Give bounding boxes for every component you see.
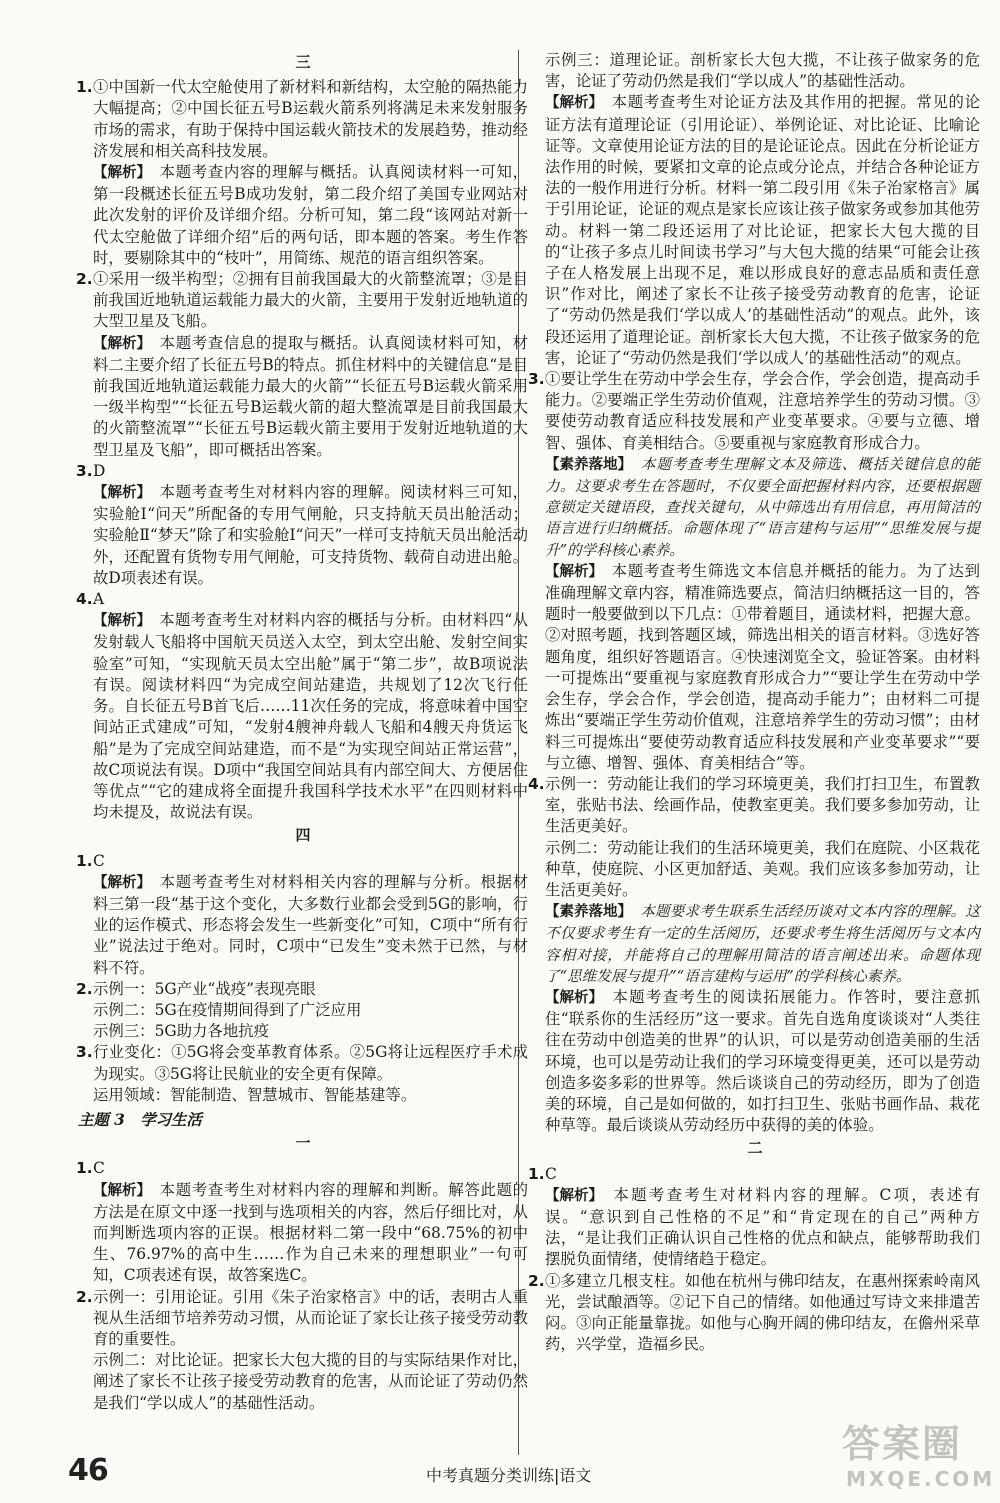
answer-item [530,774,980,838]
section-heading-2: 二 [747,1139,763,1158]
analysis-tag: 【解析】 [545,1187,603,1204]
answer-item [78,589,528,610]
analysis-tag: 【解析】 [93,485,151,502]
analysis-text: 本题考查信息的提取与概括。认真阅读材料可知，材料二主要介绍了长征五号B的特点。抓住材料中的关键信息“是目前我国近地轨道运载能力最大的火箭”“长征五号B运载火箭采用一级半构型”“长征五号B运载火箭的超大整流罩是目前我国最大的火箭整流罩”“长征五号B运载火箭主要用于发射近地轨道的大型卫星及飞船”，即可概括出答案。 [93,333,528,459]
analysis-tag: 【解析】 [93,165,151,182]
analysis-tag: 【解析】 [93,613,151,630]
analysis-text: 本题考查考生对论证方法及其作用的把握。常见的论证方法有道理论证（引用论证）、举例论证、对比论证、比喻论证等。文章使用论证方法的目的是论证论点。因此在分析论证方法作用的时候，要紧扣文章的论点或分论点，并结合各种论证方法的一般作用进行分析。材料一第二段引用《朱子治家格言》属于引用论证，论证的观点是家长应该让孩子做家务或参加其他劳动。材料一第二段还运用了对比论证，把家长大包大揽的目的“让孩子多点儿时间读书学习”与大包大揽的结果“可能会让孩子在人格发展上出现不足，难以形成良好的意志品质和责任意识”作对比，阐述了家长不让孩子接受劳动教育的危害，论证了“劳动仍然是我们‘学以成人’的基础性活动”的观点。此外，该段还运用了道理论证。剖析家长大包大揽，不让孩子做家务的危害，论证了“劳动仍然是我们‘学以成人’的基础性活动”的观点。 [545,93,980,367]
answer-item [78,1158,528,1179]
analysis-block [78,162,528,269]
page-number: 46 [68,1453,108,1488]
item-number: 3. [528,370,545,389]
answer-item [530,1164,980,1185]
item-number: 3. [76,461,93,480]
item-number: 1. [76,851,93,870]
right-column [530,50,980,1355]
analysis-text: 本题考查考生对材料内容的理解和判断。解答此题的方法是在原文中逐一找到与选项相关的内容，然后仔细比对，从而判断选项内容的正误。根据材料二第一段中“68.75%的初中生、76.97%的高中生……作为自己未来的理想职业”一句可知，C项表述有误，故答案选C。 [93,1180,528,1285]
item-number: 1. [76,78,93,97]
literacy-text: 本题要求考生联系生活经历谈对文本内容的理解。这不仅要求考生有一定的生活阅历，还要求考生将生活阅历与文本内容相对接，并能将自己的理解用简洁的语言阐述出来。命题体现了“思维发展与提升”“语言建构与运用”的学科核心素养。 [545,903,980,985]
answer-text: ①多建立几根支柱。如他在杭州与佛印结友，在惠州探索岭南风光，尝试酿酒等。②记下自己的情绪。如他通过写诗文来排遣苦闷。③向正能量靠拢。如他与心胸开阔的佛印结友，在儋州采草药，兴学堂，造福乡民。 [545,1271,980,1354]
answer-text: C [93,851,105,870]
answer-text: A [93,590,105,609]
answer-text: 行业变化：①5G将会变革教育体系。②5G将让远程医疗手术成为现实。③5G将让民航业的安全更有保障。 [93,1043,528,1083]
answer-line: 示例二：劳动能让我们的生活环境更美，我们在庭院、小区栽花种草，使庭院、小区更加舒适、美观。我们应该多参加劳动，让生活更美好。 [545,838,980,899]
answer-text: 示例一：5G产业“战疫”表现亮眼 [93,979,316,998]
item-number: 1. [76,1159,93,1178]
literacy-block [530,454,980,561]
analysis-text: 本题考查考生对材料相关内容的理解与分析。根据材料三第一段“基于这个变化，大多数行业都会受到5G的影响，行业的运作模式、形态将会发生一些新变化”可知，C项中“所有行业”说法过于绝对。同时，C项中“已发生”变未然于已然，与材料不符。 [93,872,528,977]
answer-line: 示例三：5G助力各地抗疫 [93,1022,269,1041]
literacy-text: 本题考查考生理解文本及筛选、概括关键信息的能力。这要求考生在答题时，不仅要全面把握材料内容，还要根据题意锁定关键语段，查找关键句，从中筛选出有用信息，再用简洁的语言进行归纳概括。命题体现了“语言建构与运用”“思维发展与提升”的学科核心素养。 [545,455,980,559]
analysis-text: 本题考查考生的阅读拓展能力。作答时，要注意抓住“联系你的生活经历”这一要求。首先自选角度谈谈对“人类往往在劳动中创造美的世界”的认识，可以是劳动创造美丽的生活环境，也可以是劳动让我们的学习环境变得更美，还可以是劳动创造多姿多彩的世界等。然后谈谈自己的劳动经历，即为了创造美的环境，自己是如何做的，如打扫卫生、张贴书画作品、栽花种草等。最后谈谈从劳动经历中获得的美的体验。 [545,987,980,1135]
analysis-block [530,987,980,1136]
analysis-text: 本题考查考生对材料内容的理解。阅读材料三可知，实验舱Ⅰ“问天”所配备的专用气闸舱，只支持航天员出舱活动；实验舱Ⅱ“梦天”除了和实验舱Ⅰ“问天”一样可支持航天员出舱活动外，还配置有货物专用气闸舱，可支持货物、载荷自动进出舱。故D项表述有误。 [93,483,528,587]
section-heading-4: 四 [295,826,311,845]
item-number: 2. [76,270,93,289]
item-number: 4. [76,590,93,609]
analysis-block [78,482,528,589]
answer-text: C [93,1159,105,1178]
item-number: 2. [528,1271,545,1290]
analysis-tag: 【解析】 [93,335,151,352]
answer-text: ①采用一级半构型；②拥有目前我国最大的火箭整流罩；③是目前我国近地轨道运载能力最大的火箭，主要用于发射近地轨道的大型卫星及飞船。 [93,270,528,331]
section-heading-3: 三 [295,53,311,71]
analysis-text: 本题考查考生对材料内容的概括与分析。由材料四“从发射载人飞船将中国航天员送入太空，到太空出舱、发射空间实验室”可知，“实现航天员太空出舱”属于“第二步”，故B项说法有误。阅读材料四“为完成空间站建造，共规划了12次飞行任务。自长征五号B首飞后……11次任务的完成，将意味着中国空间站正式建成”可知，“发射4艘神舟载人飞船和4艘天舟货运飞船”是为了完成空间站建造，而不是“为实现空间站正常运营”，故C项说法有误。D项中“我国空间站具有内部空间大、方便居住等优点”“它的建成将全面提升我国科学技术水平”在四则材料中均未提及，故说法有误。 [93,611,528,822]
answer-text: D [93,461,106,480]
analysis-block [530,561,980,774]
answer-item [530,1271,980,1356]
literacy-block [530,901,980,987]
answer-text: C [545,1164,557,1183]
analysis-tag: 【解析】 [545,563,603,580]
analysis-text: 本题考查考生对材料内容的理解。C项，表述有误。“意识到自己性格的不足”和“肯定现在的自己”两种方法，“是让我们正确认识自己性格的优点和缺点，能够帮助我们摆脱负面情绪，使情绪趋于稳定。 [545,1185,980,1269]
answer-line: 示例二：对比论证。把家长大包大揽的目的与实际结果作对比，阐述了家长不让孩子接受劳动教育的危害，从而论证了劳动仍然是我们“学以成人”的基础性活动。 [93,1351,528,1412]
answer-item [530,369,980,454]
answer-text: 示例一：引用论证。引用《朱子治家格言》中的话，表明古人重视从生活细节培养劳动习惯，从而论证了家长让孩子接受劳动教育的重要性。 [93,1287,528,1348]
literacy-tag: 【素养落地】 [545,456,632,473]
analysis-tag: 【解析】 [545,989,603,1006]
section-heading-1: 一 [295,1134,311,1153]
analysis-text: 本题考查内容的理解与概括。认真阅读材料一可知，第一段概述长征五号B成功发射，第二段介绍了美国专业网站对此次发射的评价及详细介绍。分析可知，第二段“该网站对新一代太空舱做了详细介绍”后的两句话，即本题的答案。考生作答时，要剔除其中的“枝叶”，用简练、规范的语言组织答案。 [93,163,528,267]
item-number: 3. [76,1043,93,1062]
answer-item [78,461,528,482]
analysis-block [78,333,528,461]
answer-text: ①要让学生在劳动中学会生存，学会合作，学会创造，提高动手能力。②要端正学生劳动价值观，注意培养学生的劳动习惯。③要使劳动教育适应科技发展和产业变革要求。④要与立德、增智、强体、育美相结合。⑤要重视与家庭教育形成合力。 [545,370,980,452]
analysis-block [530,92,980,369]
analysis-block [78,1180,528,1287]
item-number: 1. [528,1164,545,1183]
book-title: 中考真题分类训练|语文 [426,1466,592,1485]
item-number: 4. [528,774,545,793]
answer-item [78,1042,528,1084]
analysis-tag: 【解析】 [93,1182,151,1199]
answer-item [78,851,528,872]
watermark-text: 答案圈 [842,1422,963,1466]
answer-item [78,269,528,333]
topic-heading: 主题 3 学习生活 [78,1110,202,1129]
analysis-tag: 【解析】 [93,874,151,891]
answer-line: 运用领域：智能制造、智慧城市、智能基建等。 [93,1085,417,1104]
item-number: 2. [76,979,93,998]
answer-text: 示例一：劳动能让我们的学习环境更美，我们打扫卫生，布置教室，张贴书法、绘画作品，使教室更美。我们要多参加劳动，让生活更美好。 [545,774,980,836]
analysis-block [78,872,528,979]
watermark-url: MXQE.COM [846,1467,996,1491]
answer-line: 示例二：5G在疫情期间得到了广泛应用 [93,1000,362,1019]
analysis-text: 本题考查考生筛选文本信息并概括的能力。为了达到准确理解文章内容，精准筛选要点，简洁归纳概括这一目的，答题时一般要做到以下几点：①带着题目，通读材料，把握大意。②对照考题，找到答题区域，筛选出相关的语言材料。③选好答题角度，组织好答题语言。④快速浏览全文，验证答案。由材料一可提炼出“要重视与家庭教育形成合力”“要让学生在劳动中学会生存，学会合作，学会创造，提高动手能力”；由材料二可提炼出“要端正学生劳动价值观，注意培养学生的劳动习惯”；由材料三可提炼出“要使劳动教育适应科技发展和产业变革要求”“要与立德、增智、强体、育美相结合”等。 [545,561,980,772]
left-column [78,50,528,1414]
analysis-block [530,1185,980,1271]
item-number: 2. [76,1287,93,1306]
analysis-block [78,610,528,823]
answer-item [78,1287,528,1351]
analysis-tag: 【解析】 [545,95,603,112]
literacy-tag: 【素养落地】 [545,904,632,921]
answer-item [78,979,528,1000]
watermark-logo [838,1413,996,1495]
answer-item [78,77,528,162]
answer-line: 示例三：道理论证。剖析家长大包大揽，不让孩子做家务的危害，论证了劳动仍然是我们“学以成人”的基础性活动。 [545,51,980,91]
answer-text: ①中国新一代太空舱使用了新材料和新结构，太空舱的隔热能力大幅提高；②中国长征五号B运载火箭系列将满足未来发射服务市场的需求，有助于保持中国运载火箭技术的发展趋势，推动经济发展和相关高科技发展。 [93,78,528,160]
